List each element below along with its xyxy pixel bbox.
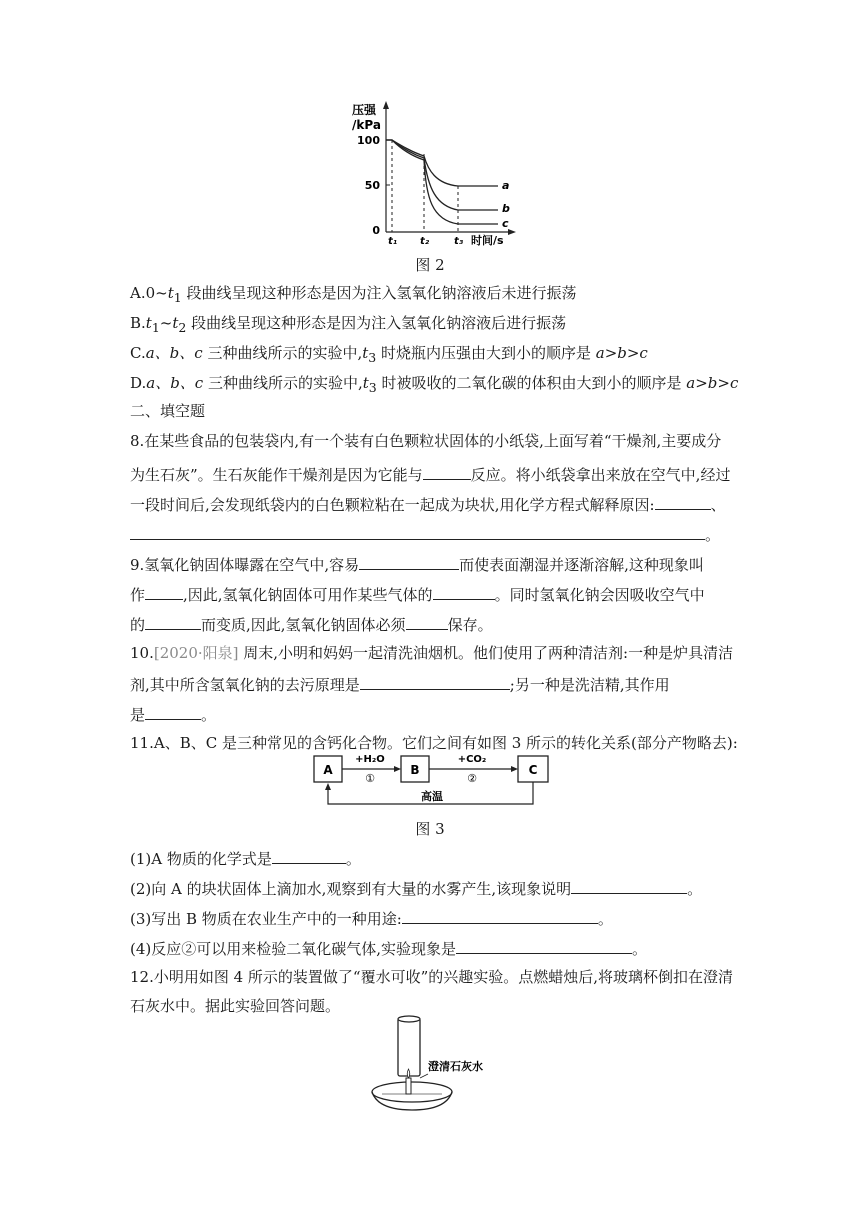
option-a: $A.0\sim t_1$ 段曲线呈现这种形态是因为注入氢氧化钠溶液后未进行振荡 bbox=[130, 284, 577, 305]
q10-line-3: 是 。 bbox=[130, 703, 216, 725]
inverted-glass bbox=[398, 1018, 420, 1076]
curve-b bbox=[386, 140, 498, 210]
q11-intro: 11.A、B、C 是三种常见的含钙化合物。它们之间有如图 3 所示的转化关系(部分产物略去): bbox=[130, 734, 738, 752]
q9-line-3: 的 而变质,因此,氢氧化钠固体必须 保存。 bbox=[130, 613, 493, 635]
q10-line-2: 剂,其中所含氢氧化钠的去污原理是 ;另一种是洗洁精,其作用 bbox=[130, 673, 670, 695]
arrow-1-bottom-label: ① bbox=[365, 772, 375, 785]
y-axis-title-line2: /kPa bbox=[352, 118, 381, 132]
return-label: 高温 bbox=[421, 790, 443, 803]
q10-line-1: 10.[2020·阳泉] 周末,小明和妈妈一起清洗油烟机。他们使用了两种清洁剂:一种是炉具清洁 bbox=[130, 644, 734, 662]
y-tick-100: 100 bbox=[357, 134, 380, 147]
q8-blank-2[interactable] bbox=[655, 493, 711, 510]
q11-sub-3: (3)写出 B 物质在农业生产中的一种用途: 。 bbox=[130, 907, 613, 929]
y-tick-0: 0 bbox=[372, 224, 380, 237]
glass-top bbox=[398, 1016, 420, 1022]
q12-line-1: 12.小明用如图 4 所示的装置做了“覆水可收”的兴趣实验。点燃蜡烛后,将玻璃杯倒扣在澄清 bbox=[130, 968, 734, 986]
q8-line-1: 8.在某些食品的包装袋内,有一个装有白色颗粒状固体的小纸袋,上面写着“干燥剂,主要成分 bbox=[130, 432, 722, 450]
q12-line-2: 石灰水中。据此实验回答问题。 bbox=[130, 997, 341, 1015]
q9-blank-2[interactable] bbox=[145, 583, 183, 600]
option-b: $B.t_1\sim t_2$ 段曲线呈现这种形态是因为注入氢氧化钠溶液后进行振荡 bbox=[130, 314, 567, 335]
arrow-2-bottom-label: ② bbox=[467, 772, 477, 785]
q11-blank-1[interactable] bbox=[272, 847, 346, 864]
figure-3-diagram bbox=[310, 750, 560, 812]
q11-blank-4[interactable] bbox=[456, 937, 632, 954]
section-heading: 二、填空题 bbox=[130, 402, 206, 420]
x-axis-title: 时间/s bbox=[471, 234, 504, 247]
curve-a-label: a bbox=[502, 179, 510, 192]
y-axis-arrow bbox=[383, 101, 389, 109]
return-arrow-head bbox=[325, 783, 331, 790]
q11-blank-3[interactable] bbox=[402, 907, 598, 924]
q8-line-2: 为生石灰”。生石灰能作干燥剂是因为它能与 反应。将小纸袋拿出来放在空气中,经过 bbox=[130, 463, 730, 485]
dish-rim bbox=[372, 1082, 452, 1102]
figure-3-caption: 图 3 bbox=[415, 820, 445, 838]
q9-line-2: 作 ,因此,氢氧化钠固体可用作某些气体的 。同时氢氧化钠会因吸收空气中 bbox=[130, 583, 705, 605]
q11-sub-4: (4)反应②可以用来检验二氧化碳气体,实验现象是 。 bbox=[130, 937, 647, 959]
label-leader-line bbox=[420, 1074, 428, 1078]
x-tick-t1: t₁ bbox=[388, 236, 398, 247]
q8-line-4: 。 bbox=[130, 523, 720, 545]
arrow-1-top-label: +H₂O bbox=[355, 754, 385, 765]
option-d: D.a、b、c 三种曲线所示的实验中$,t_3$ 时被吸收的二氧化碳的体积由大到小的顺序是 a>b>c bbox=[130, 374, 739, 395]
q9-blank-4[interactable] bbox=[145, 613, 201, 630]
y-axis-title-line1: 压强 bbox=[352, 103, 377, 117]
q11-sub-1: (1)A 物质的化学式是 。 bbox=[130, 847, 361, 869]
q8-line-3: 一段时间后,会发现纸袋内的白色颗粒粘在一起成为块状,用化学方程式解释原因: 、 bbox=[130, 493, 726, 515]
q9-blank-1[interactable] bbox=[359, 553, 459, 570]
x-tick-t3: t₃ bbox=[454, 236, 464, 247]
box-a-label: A bbox=[323, 763, 333, 777]
arrow-2-top-label: +CO₂ bbox=[457, 754, 487, 765]
q8-blank-1[interactable] bbox=[423, 463, 471, 480]
candle-flame-icon bbox=[407, 1069, 410, 1078]
option-c: C.a、b、c 三种曲线所示的实验中$,t_3$ 时烧瓶内压强由大到小的顺序是 a>b>c bbox=[130, 344, 648, 365]
box-b-label: B bbox=[410, 763, 420, 777]
curve-a bbox=[386, 140, 498, 186]
q9-blank-5[interactable] bbox=[406, 613, 448, 630]
q9-blank-3[interactable] bbox=[433, 583, 495, 600]
curve-b-label: b bbox=[502, 202, 510, 215]
curve-c-label: c bbox=[502, 217, 509, 230]
candle bbox=[406, 1078, 411, 1094]
q9-line-1: 9.氢氧化钠固体曝露在空气中,容易 而使表面潮湿并逐渐溶解,这种现象叫 bbox=[130, 553, 704, 575]
x-axis-arrow bbox=[508, 229, 516, 235]
q10-source-tag: [2020·阳泉] bbox=[153, 644, 239, 662]
arrow-2-head bbox=[511, 766, 518, 772]
q11-sub-2: (2)向 A 的块状固体上滴加水,观察到有大量的水雾产生,该现象说明 。 bbox=[130, 877, 702, 899]
arrow-1-head bbox=[394, 766, 401, 772]
box-c-label: C bbox=[528, 763, 538, 777]
limewater-label: 澄清石灰水 bbox=[428, 1060, 483, 1073]
y-tick-50: 50 bbox=[364, 179, 380, 192]
x-tick-t2: t₂ bbox=[420, 236, 430, 247]
q8-blank-3[interactable] bbox=[130, 523, 705, 540]
q10-blank-2[interactable] bbox=[145, 703, 201, 720]
q11-blank-2[interactable] bbox=[571, 877, 687, 894]
figure-2-caption: 图 2 bbox=[415, 256, 445, 274]
q10-blank-1[interactable] bbox=[360, 673, 510, 690]
figure-2-chart bbox=[340, 98, 520, 248]
figure-4-apparatus bbox=[368, 1014, 508, 1114]
